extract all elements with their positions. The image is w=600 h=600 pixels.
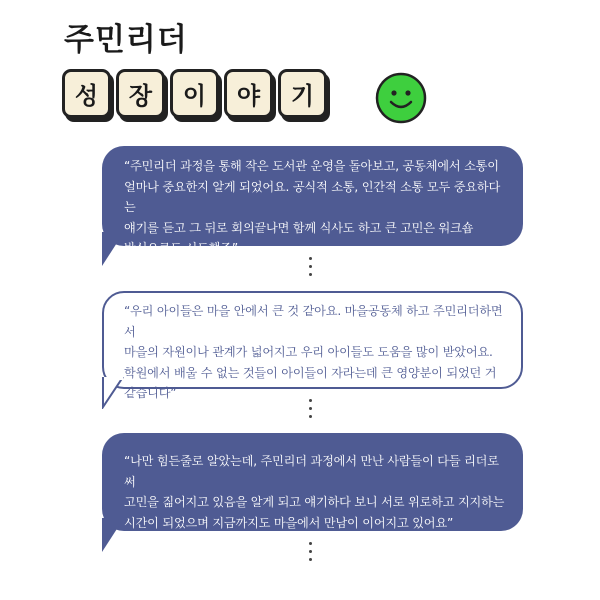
quote-bubble	[102, 146, 523, 256]
subtitle-tile: 야	[224, 69, 273, 118]
quote-text: “우리 아이들은 마을 안에서 큰 것 같아요. 마을공동체 하고 주민리더하면서 마을의 자원이나 관계가 넓어지고 우리 아이들도 도움을 많이 받았어요. 학원에서 배울 수 없는 것들이 아이들이 자라는데 큰 영양분이 되었던 거 같습니다”	[124, 304, 503, 401]
subtitle-tiles	[62, 69, 327, 118]
bubble-tail	[102, 518, 124, 552]
dots-divider	[309, 542, 312, 566]
quote-text: “나만 힘든줄로 알았는데, 주민리더 과정에서 만난 사람들이 다들 리더로써 고민을 짊어지고 있음을 알게 되고 얘기하다 보니 서로 위로하고 지지하는 시간이 되었으며 지금까지도 마을에서 만남이 이어지고 있어요”	[124, 454, 505, 530]
dots-divider	[309, 257, 312, 281]
quote-bubble	[102, 291, 523, 401]
quote-bubble	[102, 433, 523, 531]
subtitle-tile: 장	[116, 69, 165, 118]
quote-text: “주민리더 과정을 통해 작은 도서관 운영을 돌아보고, 공동체에서 소통이 얼마나 중요한지 알게 되었어요. 공식적 소통, 인간적 소통 모두 중요하다는 얘기를 듣고 그 뒤로 회의끝나면 함께 식사도 하고 큰 고민은 워크숍 방식으로도 시도했죠”	[124, 159, 501, 256]
bubble-tail	[102, 232, 124, 266]
subtitle-tile: 기	[278, 69, 327, 118]
bubble-tail	[102, 377, 124, 409]
subtitle-tile: 이	[170, 69, 219, 118]
subtitle-tile: 성	[62, 69, 111, 118]
dots-divider	[309, 399, 312, 423]
page-title: 주민리더	[64, 22, 188, 58]
smiley-icon	[375, 72, 427, 124]
